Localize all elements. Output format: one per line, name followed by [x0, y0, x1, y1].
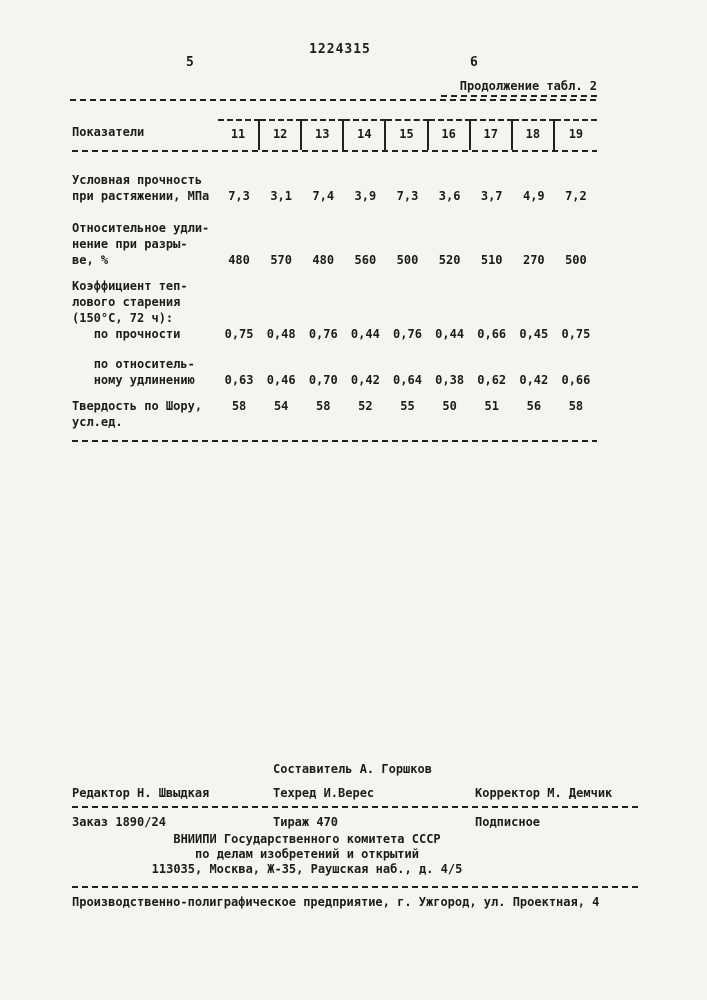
row-label: Относительное удли- нение при разры- ве, %: [72, 221, 210, 267]
table-cell: 500: [565, 253, 587, 267]
table-cell: 3,1: [270, 189, 292, 203]
table-cell: 0,66: [561, 373, 591, 387]
editor: Редактор Н. Швыдкая: [72, 786, 210, 800]
table-row: [72, 278, 597, 342]
table-bottom-rule: [72, 440, 597, 442]
table-row: [72, 172, 597, 204]
table-cell: 56: [526, 399, 542, 413]
table-cell: 570: [270, 253, 292, 267]
table-cell: 3,7: [480, 189, 503, 203]
table-row: [72, 220, 597, 268]
table-top-rule: [70, 99, 597, 101]
table-cell: 0,75: [561, 327, 591, 341]
column-header: 17: [471, 119, 513, 150]
document-number: 1224315: [309, 42, 371, 57]
table-cell: 500: [396, 253, 419, 267]
row-label: по относитель- ному удлинению: [93, 357, 195, 387]
table-cell: 0,76: [393, 327, 422, 341]
table-cell: 0,45: [519, 327, 549, 341]
table-cell: 0,46: [266, 373, 296, 387]
table-cell: 0,42: [519, 373, 549, 387]
print-run: Тираж 470: [273, 815, 339, 829]
column-header: 15: [386, 119, 428, 150]
column-header: 14: [344, 119, 386, 150]
table-cell: 480: [228, 253, 250, 267]
table-cell: 4,9: [522, 189, 545, 203]
publisher-address: 113035, Москва, Ж-35, Раушская наб., д. 4/5: [151, 862, 463, 876]
publisher-dept: по делам изобретений и открытий: [195, 847, 419, 861]
table-cell: 55: [400, 399, 415, 413]
table-cell: 3,6: [438, 189, 461, 203]
column-header: 12: [260, 119, 302, 150]
publisher-name: ВНИИПИ Государственного комитета СССР: [173, 832, 441, 846]
table-cell: 0,44: [435, 327, 465, 341]
table-cell: 480: [312, 253, 335, 267]
row-label: Твердость по Шору, усл.ед.: [72, 399, 203, 429]
table-cell: 0,66: [477, 327, 507, 341]
print-house: Производственно-полиграфическое предприятие, г. Ужгород, ул. Проектная, 4: [72, 895, 600, 909]
imprint-rule-bottom: [72, 886, 640, 888]
order-row: [72, 815, 640, 830]
data-table: [72, 119, 597, 442]
header-bottom-rule: [72, 150, 597, 152]
table-cell: 58: [231, 399, 247, 413]
table-cell: 0,64: [393, 373, 422, 387]
imprint-rule-top: [72, 806, 640, 808]
table-cell: 54: [273, 399, 289, 413]
page-number-right: 6: [470, 55, 478, 70]
table-cell: 0,42: [350, 373, 380, 387]
column-header: 16: [429, 119, 471, 150]
caption-underline: [441, 95, 599, 97]
subscription: Подписное: [475, 815, 541, 829]
table-cell: 52: [358, 399, 373, 413]
column-header: 18: [513, 119, 555, 150]
publisher-block: [72, 832, 542, 877]
table-header-row: [72, 119, 597, 150]
table-cell: 7,3: [228, 189, 250, 203]
table-cell: 270: [522, 253, 545, 267]
table-cell: 0,76: [308, 327, 338, 341]
table-cell: 58: [568, 399, 584, 413]
stub-header: Показатели: [72, 125, 145, 139]
table-cell: 50: [442, 399, 457, 413]
table-cell: 7,2: [565, 189, 587, 203]
table-cell: 51: [484, 399, 499, 413]
table-cell: 3,9: [354, 189, 377, 203]
table-cell: 0,44: [350, 327, 380, 341]
order-number: Заказ 1890/24: [72, 815, 166, 829]
column-header: 19: [555, 119, 597, 150]
table-cell: 520: [438, 253, 461, 267]
imprint: [72, 762, 640, 910]
table-cell: 58: [316, 399, 331, 413]
corrector: Корректор М. Демчик: [475, 786, 613, 800]
techred: Техред И.Верес: [273, 786, 375, 800]
table-cell: 510: [480, 253, 503, 267]
table-cell: 0,70: [308, 373, 338, 387]
page-number-left: 5: [186, 55, 194, 70]
compiler-row: [72, 762, 640, 777]
table-cell: 7,3: [396, 189, 419, 203]
column-header: 11: [218, 119, 260, 150]
table-cell: 0,62: [477, 373, 507, 387]
table-cell: 0,48: [266, 327, 296, 341]
row-label: Условная прочность при растяжении, МПа: [72, 173, 210, 203]
table-cell: 0,75: [224, 327, 254, 341]
table-caption: Продолжение табл. 2: [459, 79, 597, 93]
compiler: Составитель А. Горшков: [273, 762, 432, 776]
table-cell: 0,63: [224, 373, 254, 387]
table-cell: 0,38: [435, 373, 465, 387]
table-row: [72, 356, 597, 388]
column-header: 13: [302, 119, 344, 150]
staff-row: [72, 786, 640, 801]
table-cell: 560: [354, 253, 377, 267]
table-cell: 7,4: [312, 189, 335, 203]
table-row: [72, 398, 597, 430]
row-label: Коэффициент теп- лового старения (150°С, 72 ч): по прочности: [72, 279, 188, 341]
